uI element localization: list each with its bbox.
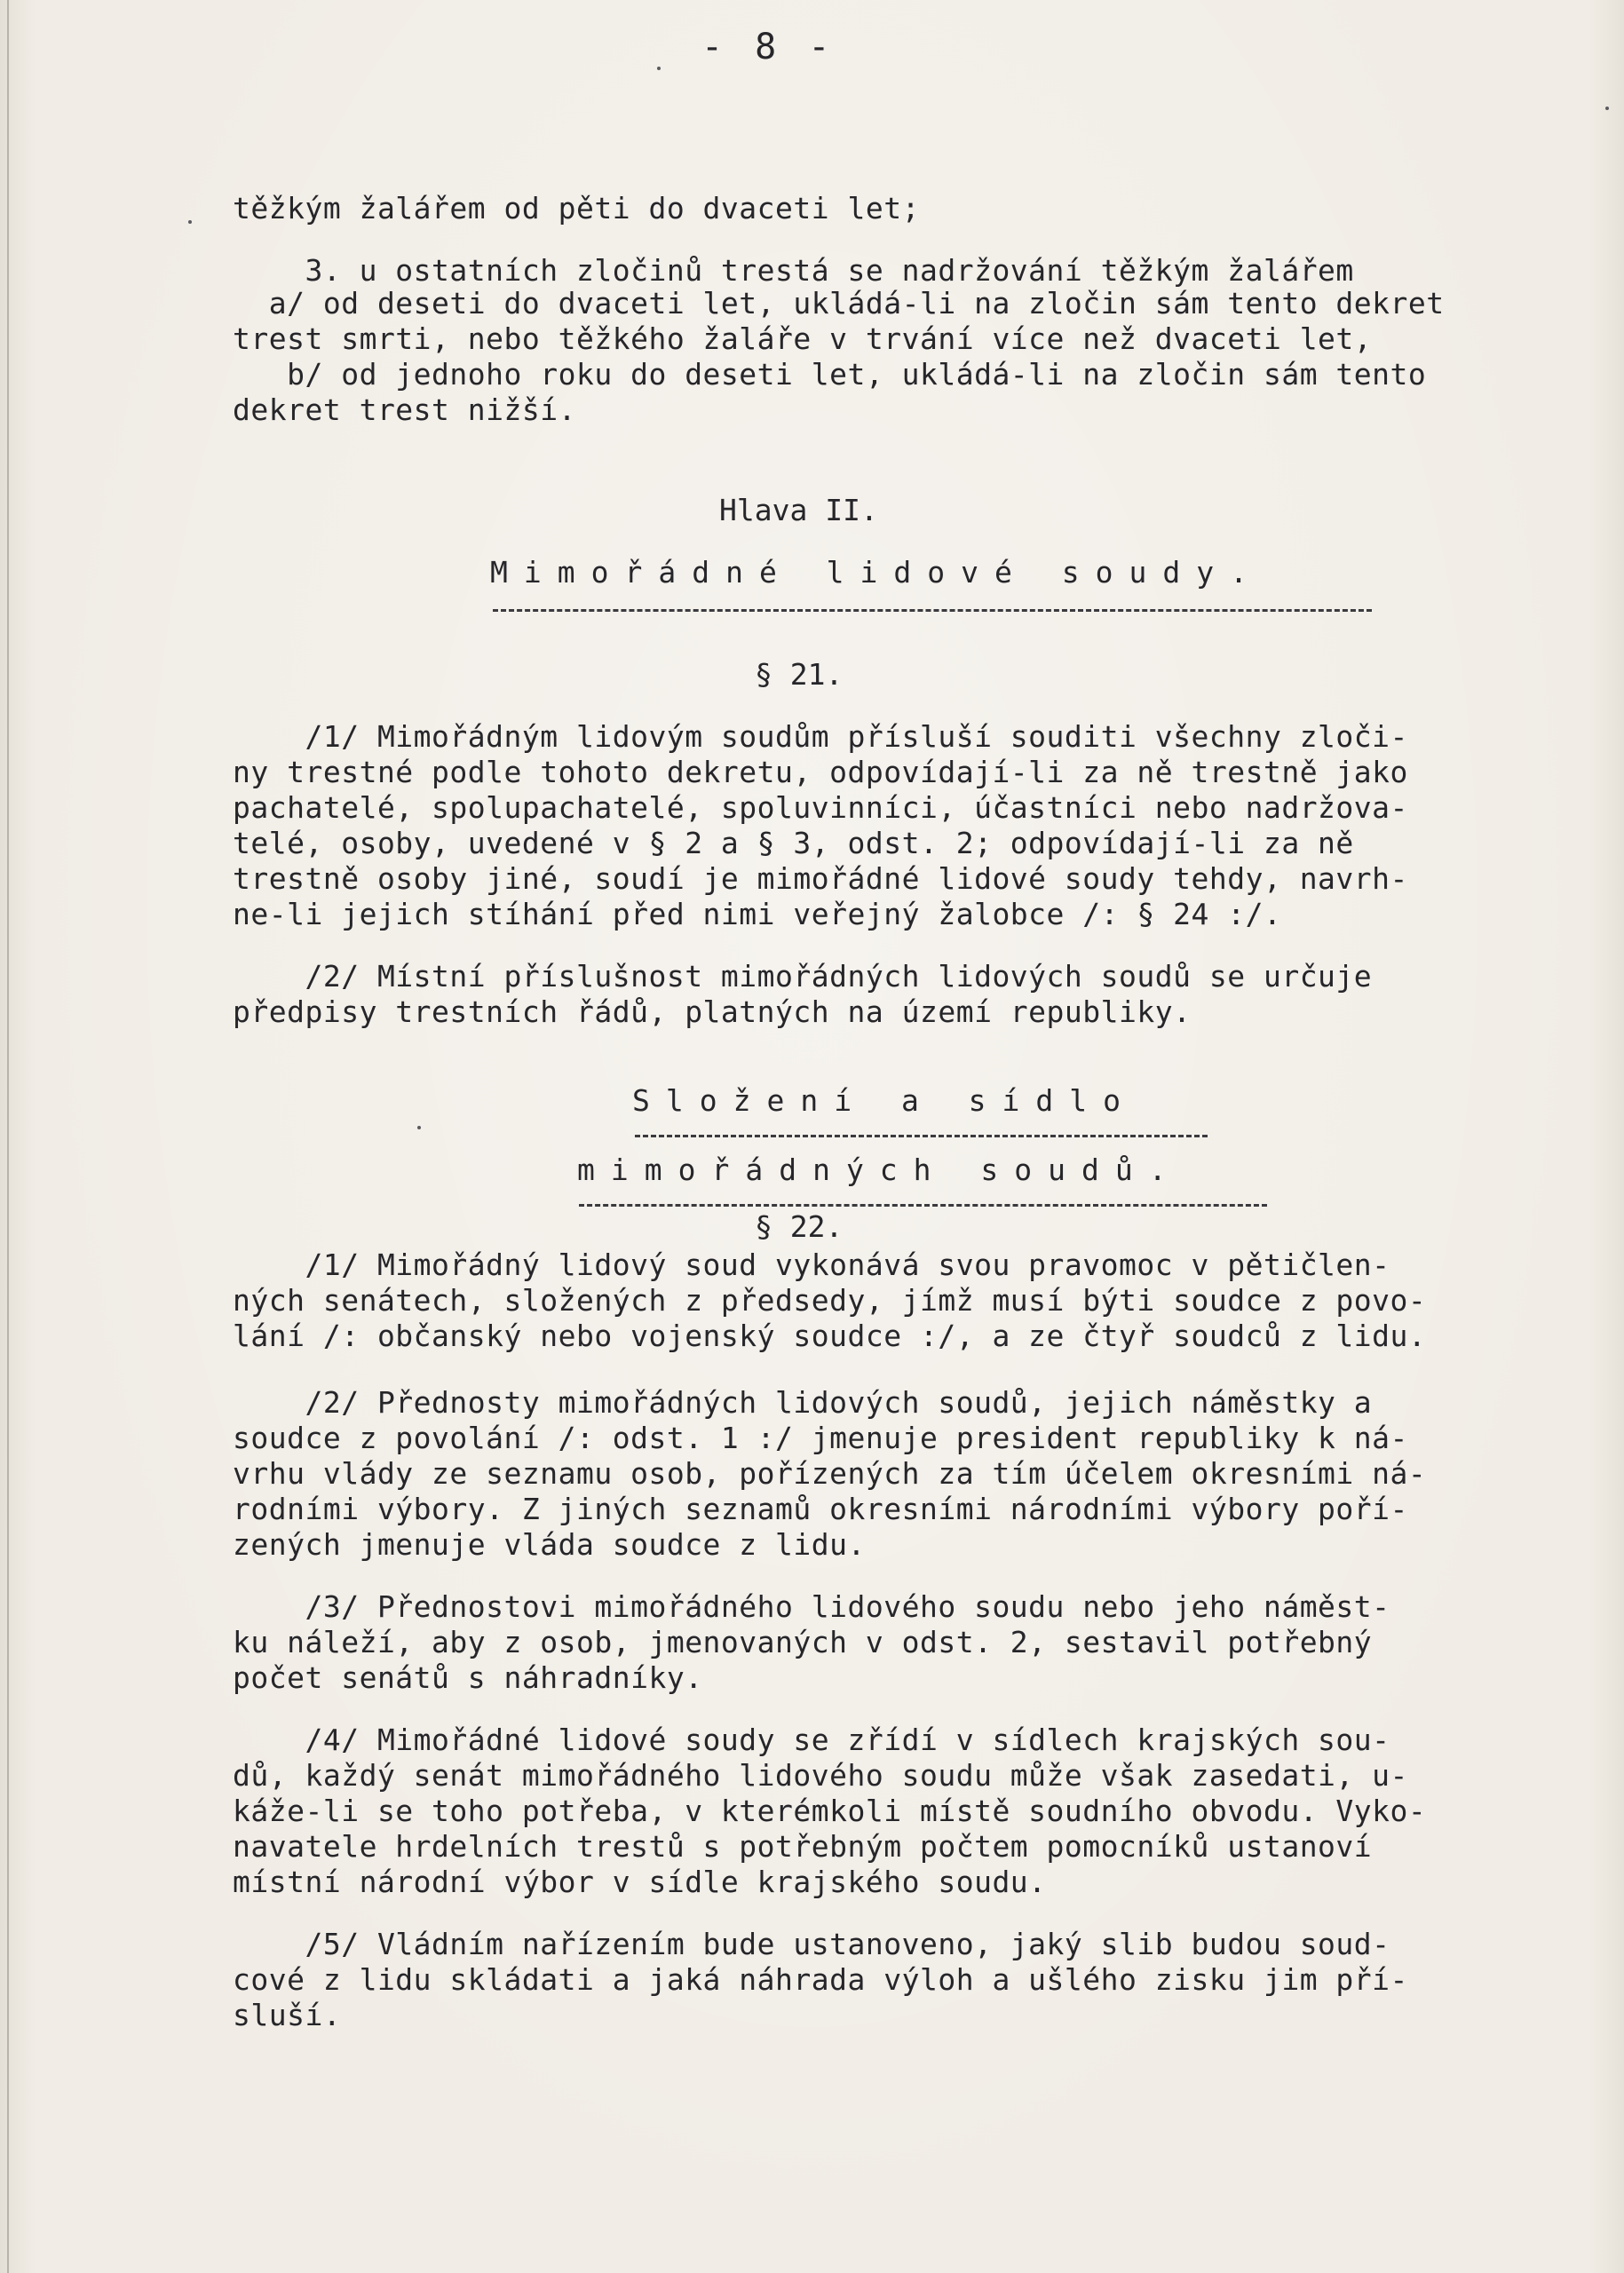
text-line: /1/ Mimořádný lidový soud vykonává svou pravomoc v pětičlen- xyxy=(233,1247,1390,1282)
page-edge-shadow xyxy=(7,0,9,2273)
text-line: ných senátech, složených z předsedy, jímž musí býti soudce z povo- xyxy=(233,1283,1427,1318)
text-line: dekret trest nižší. xyxy=(233,392,576,427)
text-line: lání /: občanský nebo vojenský soudce :/, a ze čtyř soudců z lidu. xyxy=(233,1319,1427,1353)
text-line: sluší. xyxy=(233,1998,342,2032)
text-line: telé, osoby, uvedené v § 2 a § 3, odst. 2; odpovídají-li za ně xyxy=(233,826,1354,860)
chapter-label: Hlava II. xyxy=(719,493,878,527)
ink-speck xyxy=(1605,107,1609,110)
chapter-title-underline xyxy=(493,609,1372,612)
text-line: /1/ Mimořádným lidovým soudům přísluší souditi všechny zloči- xyxy=(233,719,1408,754)
subheading-line-2: mimořádných soudů. xyxy=(577,1152,1183,1187)
text-line: počet senátů s náhradníky. xyxy=(233,1660,703,1695)
text-line: zených jmenuje vláda soudce z lidu. xyxy=(233,1527,866,1562)
section-22-label: § 22. xyxy=(755,1209,844,1244)
chapter-title: Mimořádné lidové soudy. xyxy=(490,555,1264,590)
text-line: /2/ Místní příslušnost mimořádných lidových soudů se určuje xyxy=(233,959,1373,994)
ink-speck xyxy=(657,67,661,70)
page-number: - 8 - xyxy=(701,27,836,67)
ink-speck xyxy=(417,1126,421,1129)
text-line: předpisy trestních řádů, platných na území republiky. xyxy=(233,994,1192,1029)
text-line: ne-li jejich stíhání před nimi veřejný žalobce /: § 24 :/. xyxy=(233,897,1282,931)
ink-speck xyxy=(188,220,192,224)
text-line: navatele hrdelních trestů s potřebným počtem pomocníků ustanoví xyxy=(233,1829,1373,1864)
text-line: ku náleží, aby z osob, jmenovaných v odst. 2, sestavil potřebný xyxy=(233,1625,1373,1659)
text-line: trestně osoby jiné, soudí je mimořádné lidové soudy tehdy, navrh- xyxy=(233,861,1408,896)
text-line: soudce z povolání /: odst. 1 :/ jmenuje president republiky k ná- xyxy=(233,1421,1408,1455)
section-21-label: § 21. xyxy=(755,657,844,692)
text-line: /3/ Přednostovi mimořádného lidového soudu nebo jeho náměst- xyxy=(233,1589,1390,1624)
text-line: /2/ Přednosty mimořádných lidových soudů, jejich náměstky a xyxy=(233,1385,1373,1420)
text-line: káže-li se toho potřeba, v kterémkoli místě soudního obvodu. Vyko- xyxy=(233,1794,1427,1828)
text-line: dů, každý senát mimořádného lidového soudu může však zasedati, u- xyxy=(233,1758,1408,1793)
text-line: 3. u ostatních zločinů trestá se nadržování těžkým žalářem xyxy=(233,253,1354,288)
text-line: /5/ Vládním nařízením bude ustanoveno, jaký slib budou soud- xyxy=(233,1927,1390,1961)
text-line: cové z lidu skládati a jaká náhrada výloh a ušlého zisku jim pří- xyxy=(233,1962,1408,1997)
text-line: pachatelé, spolupachatelé, spoluvinníci, účastníci nebo nadržova- xyxy=(233,790,1408,825)
subheading-underline-1 xyxy=(635,1135,1208,1137)
text-line: trest smrti, nebo těžkého žaláře v trvání více než dvaceti let, xyxy=(233,321,1373,356)
text-line: a/ od deseti do dvaceti let, ukládá-li na zločin sám tento dekret xyxy=(233,286,1445,321)
text-line: ny trestné podle tohoto dekretu, odpovídají-li za ně trestně jako xyxy=(233,755,1408,789)
text-line: rodními výbory. Z jiných seznamů okresními národními výbory poří- xyxy=(233,1492,1408,1526)
text-line: těžkým žalářem od pěti do dvaceti let; xyxy=(233,191,920,226)
text-line: /4/ Mimořádné lidové soudy se zřídí v sídlech krajských sou- xyxy=(233,1723,1390,1757)
text-line: b/ od jednoho roku do deseti let, ukládá-li na zločin sám tento xyxy=(233,357,1427,392)
text-line: vrhu vlády ze seznamu osob, pořízených za tím účelem okresními ná- xyxy=(233,1456,1427,1491)
subheading-line-1: Složení a sídlo xyxy=(632,1083,1137,1118)
subheading-underline-2 xyxy=(579,1204,1267,1207)
text-line: místní národní výbor v sídle krajského soudu. xyxy=(233,1865,1047,1899)
